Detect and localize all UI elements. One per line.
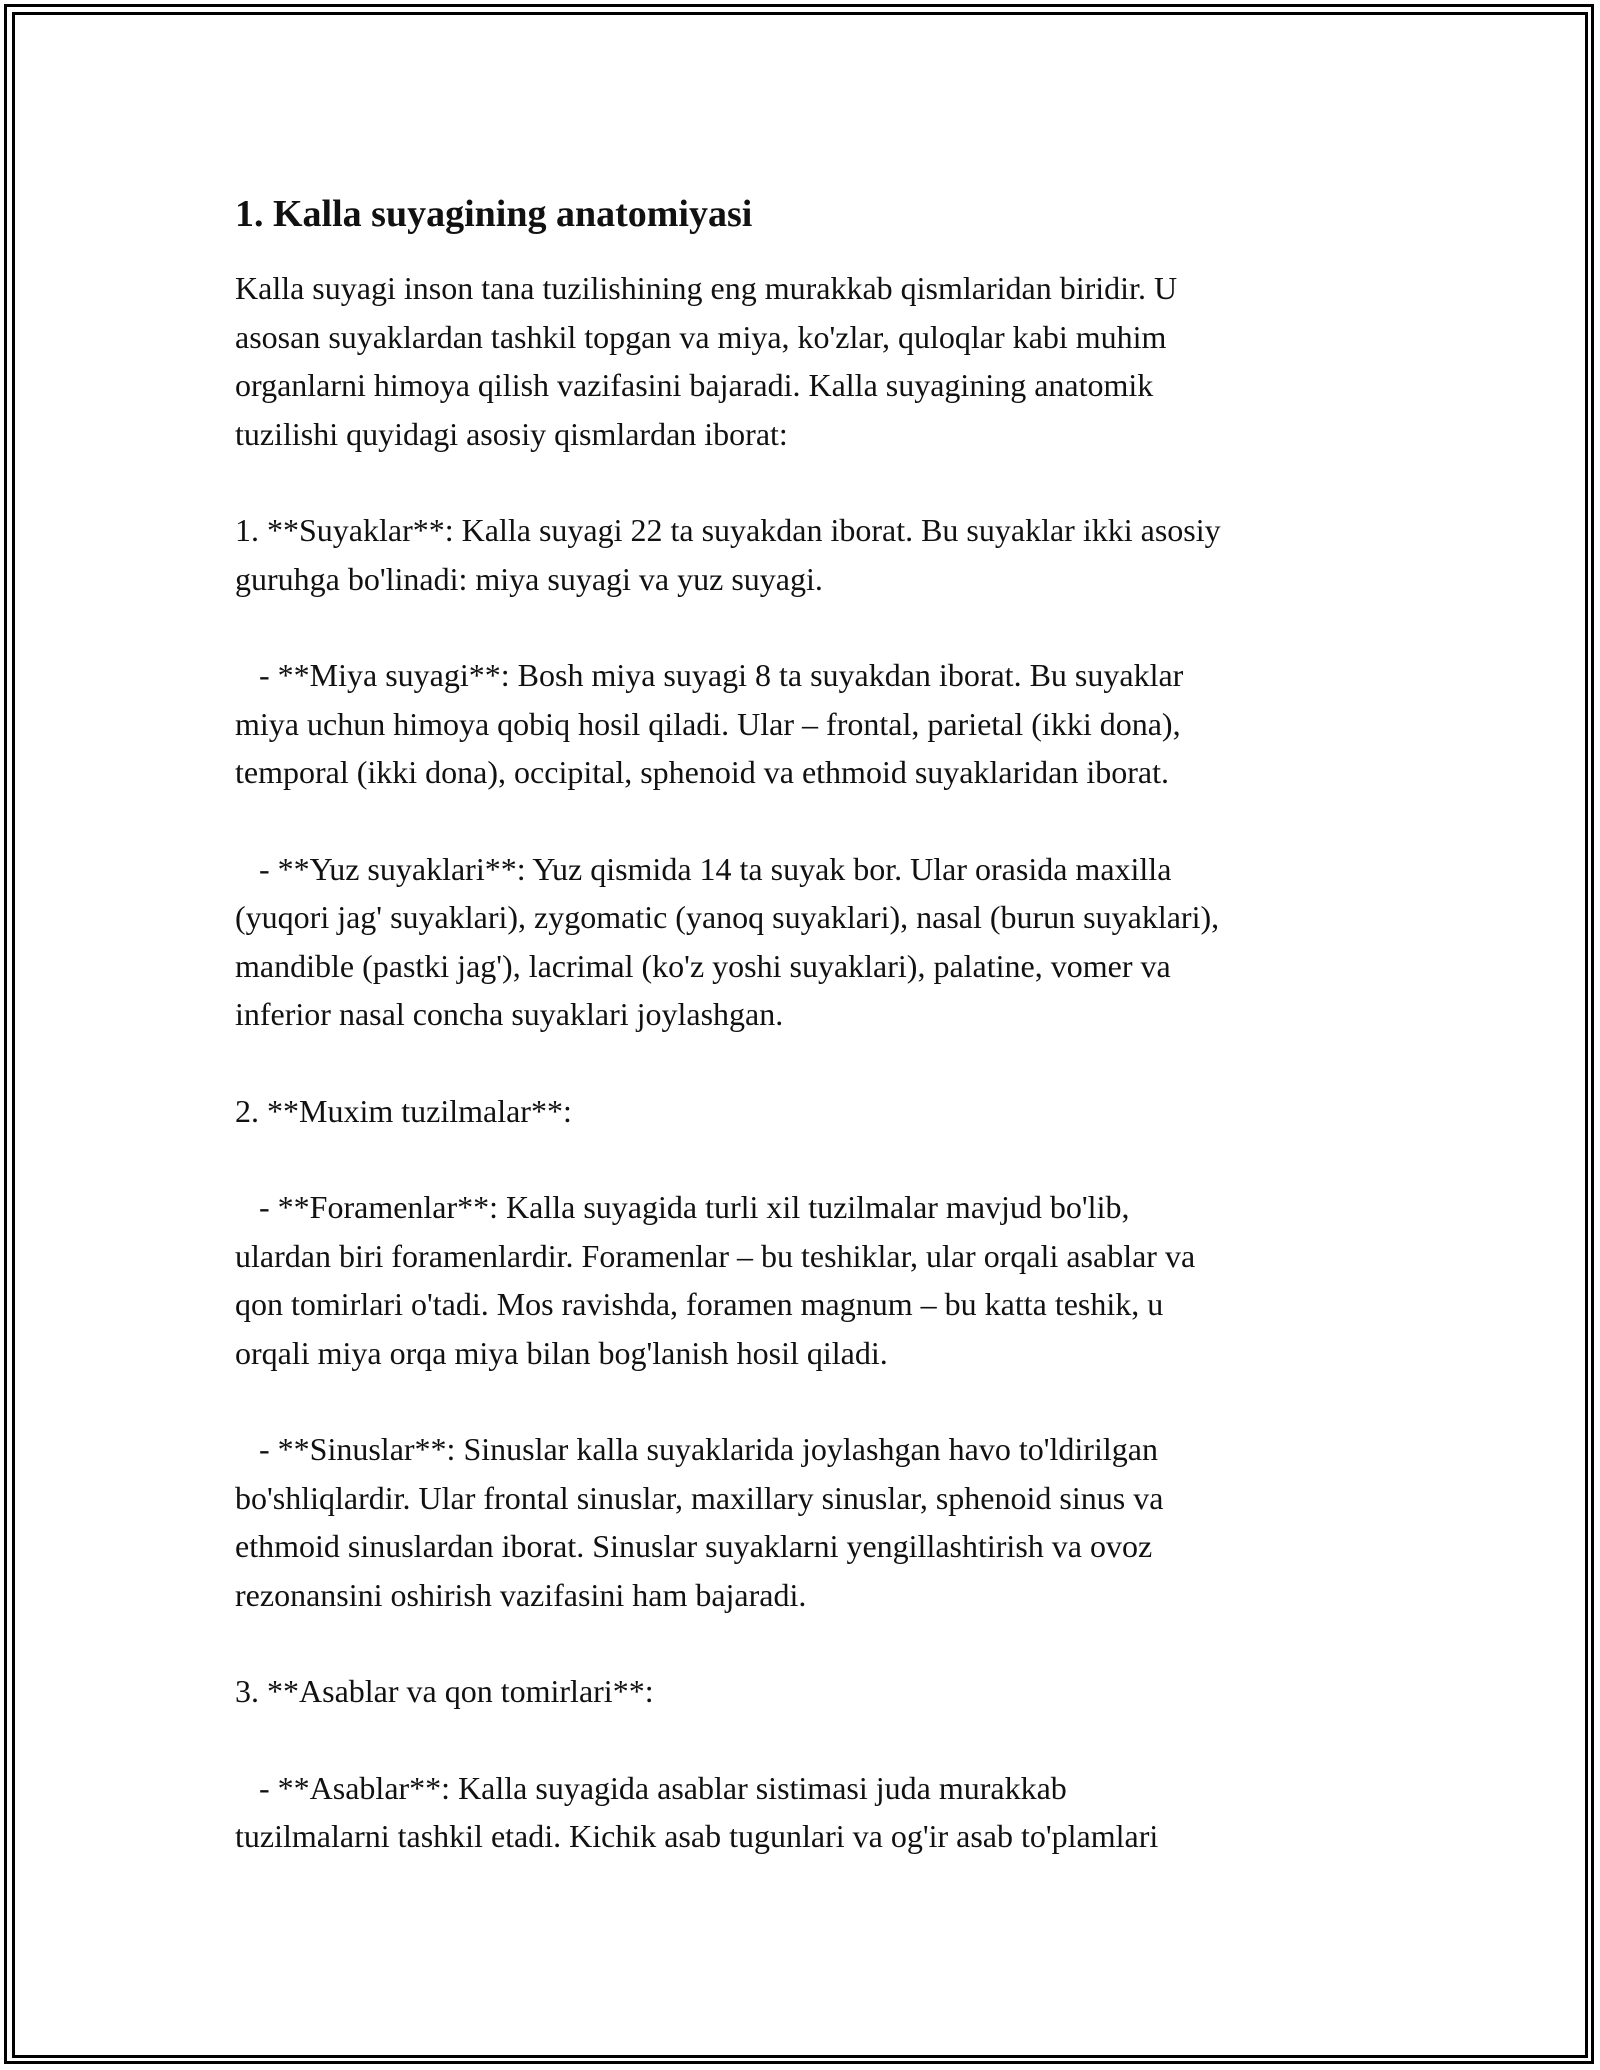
paragraph-yuz-suyaklari: - **Yuz suyaklari**: Yuz qismida 14 ta suyak bor. Ular orasida maxilla (yuqori jag' suyaklari), zygomatic (yanoq suyaklari), nasal (burun suyaklari), mandible (pastki jag'), lacrimal (ko'z yoshi suyaklari), palatine, vomer va inferior nasal concha suyaklari joylashgan.: [235, 850, 1220, 1032]
paragraph-asablar-qon-tomirlari: 3. **Asablar va qon tomirlari**:: [235, 1673, 654, 1709]
paragraph-muxim-tuzilmalar: 2. **Muxim tuzilmalar**:: [235, 1092, 572, 1129]
paragraph-foramenlar: - **Foramenlar**: Kalla suyagida turli xil tuzilmalar mavjud bo'lib, ulardan biri foramenlardir. Foramenlar – bu teshiklar, ular orqali asablar va qon tomirlari o'tadi. Mos ravishda, foramen magnum – bu katta teshik, u orqali miya orqa miya bilan bog'lanish hosil qiladi.: [235, 1189, 1196, 1371]
section-heading: 1. Kalla suyagining anatomiyasi: [235, 193, 753, 235]
paragraph-sinuslar: - **Sinuslar**: Sinuslar kalla suyaklarida joylashgan havo to'ldirilgan bo'shliqlardir. Ular frontal sinuslar, maxillary sinuslar, sphenoid sinus va ethmoid sinuslardan iborat. Sinuslar suyaklarni yengillashtirish va ovoz rezonansini oshirish vazifasini ham bajaradi.: [235, 1431, 1164, 1613]
paragraph-intro: Kalla suyagi inson tana tuzilishining eng murakkab qismlaridan biridir. U asosan suyaklardan tashkil topgan va miya, ko'zlar, quloqlar kabi muhim organlarni himoya qilish vazifasini bajaradi. Kalla suyagining anatomik tuzilishi quyidagi asosiy qismlardan iborat:: [235, 270, 1178, 452]
document-body: [235, 186, 1375, 1909]
paragraph-asablar: - **Asablar**: Kalla suyagida asablar sistimasi juda murakkab tuzilmalarni tashkil etadi. Kichik asab tugunlari va og'ir asab to'plamlari: [235, 1769, 1159, 1854]
paragraph-miya-suyagi: - **Miya suyagi**: Bosh miya suyagi 8 ta suyakdan iborat. Bu suyaklar miya uchun himoya qobiq hosil qiladi. Ular – frontal, parietal (ikki dona), temporal (ikki dona), occipital, sphenoid va ethmoid suyaklaridan iborat.: [235, 657, 1184, 790]
paragraph-suyaklar: 1. **Suyaklar**: Kalla suyagi 22 ta suyakdan iborat. Bu suyaklar ikki asosiy guruhga bo'linadi: miya suyagi va yuz suyagi.: [235, 512, 1221, 597]
